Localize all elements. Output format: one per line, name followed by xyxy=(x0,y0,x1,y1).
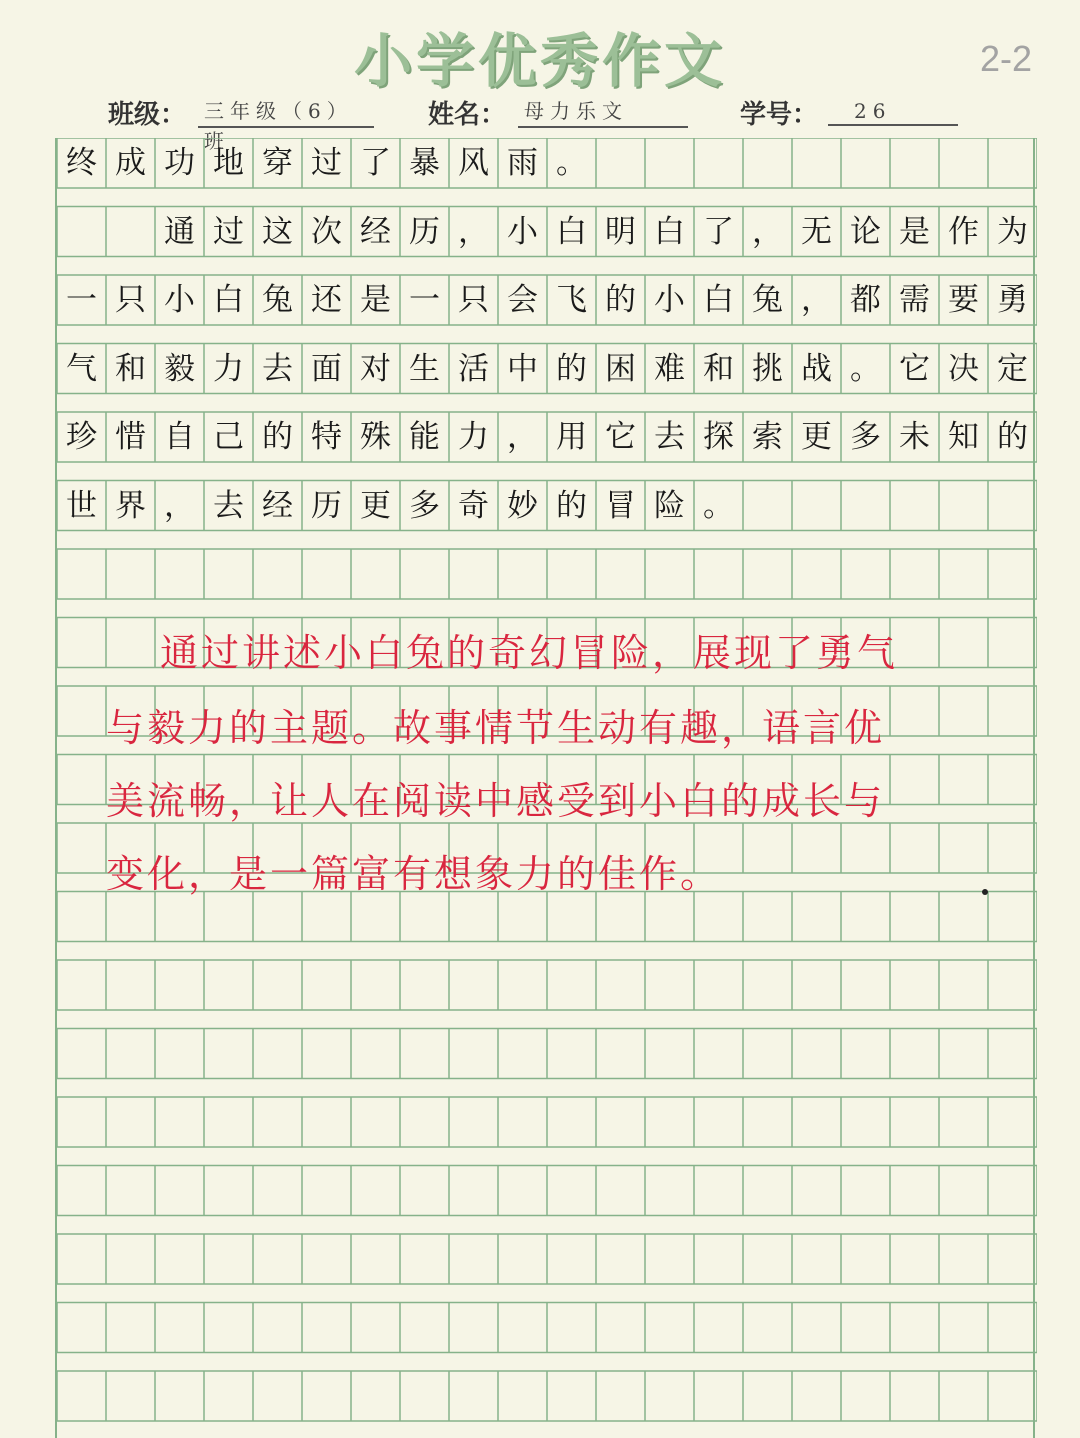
essay-line xyxy=(57,344,1037,394)
essay-char: 生 xyxy=(409,350,440,387)
id-value: 26 xyxy=(828,96,958,126)
essay-char: 是 xyxy=(899,213,930,250)
essay-char: 更 xyxy=(360,487,391,524)
essay-char: 了 xyxy=(703,213,734,250)
essay-char: ， xyxy=(801,282,832,318)
essay-char: 妙 xyxy=(507,487,538,524)
comment-line: 与毅力的主题。故事情节生动有趣，语言优 xyxy=(106,706,886,750)
comment-line: 通过讲述小白兔的奇幻冒险，展现了勇气 xyxy=(160,631,899,675)
essay-char: 白 xyxy=(213,282,244,318)
essay-char: 白 xyxy=(556,213,587,250)
essay-char: 。 xyxy=(556,145,587,181)
essay-char: 暴 xyxy=(409,145,440,181)
essay-char: 终 xyxy=(66,145,97,181)
essay-char: 力 xyxy=(213,350,244,387)
essay-char: 险 xyxy=(654,487,685,524)
essay-char: 界 xyxy=(115,487,146,524)
essay-char: 珍 xyxy=(66,419,97,455)
essay-char: 只 xyxy=(115,282,146,318)
essay-char: 能 xyxy=(409,419,440,455)
essay-char: 。 xyxy=(850,350,881,387)
essay-char: 穿 xyxy=(262,145,293,181)
essay-char: 的 xyxy=(997,419,1028,455)
essay-char: 功 xyxy=(164,145,195,181)
essay-char: 去 xyxy=(213,487,244,524)
comment-line: 美流畅，让人在阅读中感受到小白的成长与 xyxy=(106,779,886,823)
essay-char: 奇 xyxy=(458,487,489,524)
essay-char: 一 xyxy=(409,282,440,318)
page-number: 2-2 xyxy=(979,38,1032,79)
essay-line xyxy=(57,138,1037,188)
essay-char: 和 xyxy=(703,350,734,387)
essay-char: 雨 xyxy=(507,145,538,181)
essay-char: 历 xyxy=(311,487,342,524)
essay-char: 多 xyxy=(850,419,881,455)
essay-char: 的 xyxy=(605,282,636,318)
essay-char: 为 xyxy=(997,213,1028,250)
essay-char: 己 xyxy=(213,419,244,455)
essay-char: 战 xyxy=(801,350,832,387)
essay-char: 惜 xyxy=(115,419,146,455)
essay-char: 未 xyxy=(899,419,930,455)
essay-char: 和 xyxy=(115,350,146,387)
comment-line: 变化，是一篇富有想象力的佳作。 xyxy=(106,852,722,896)
essay-char: 。 xyxy=(703,487,734,524)
essay-char: 要 xyxy=(948,282,979,318)
essay-line xyxy=(57,481,1037,531)
essay-char: 特 xyxy=(311,419,342,455)
essay-line xyxy=(57,275,1037,325)
essay-char: 活 xyxy=(458,350,489,387)
essay-char: 决 xyxy=(948,350,979,387)
essay-char: 历 xyxy=(409,213,440,250)
essay-char: 经 xyxy=(262,487,293,524)
essay-char: 冒 xyxy=(605,487,636,524)
essay-char: 毅 xyxy=(164,350,195,387)
essay-char: 的 xyxy=(556,487,587,524)
essay-char: 过 xyxy=(213,213,244,250)
essay-char: 白 xyxy=(703,282,734,318)
essay-char: 经 xyxy=(360,213,391,250)
essay-char: 殊 xyxy=(360,419,391,455)
essay-line xyxy=(57,207,1037,257)
essay-char: 探 xyxy=(703,419,734,455)
essay-char: 作 xyxy=(948,213,979,250)
essay-char: 小 xyxy=(164,282,195,318)
essay-char: 它 xyxy=(605,419,636,455)
essay-char: 气 xyxy=(66,350,97,387)
essay-char: 是 xyxy=(360,282,391,318)
essay-char: 中 xyxy=(507,350,538,387)
essay-char: 地 xyxy=(213,145,244,181)
essay-char: 面 xyxy=(311,350,342,387)
essay-char: 会 xyxy=(507,282,538,318)
essay-char: 一 xyxy=(66,282,97,318)
essay-char: 定 xyxy=(997,350,1028,387)
essay-char: 风 xyxy=(458,145,489,181)
essay-char: 难 xyxy=(654,350,685,387)
essay-char: 的 xyxy=(262,419,293,455)
essay-char: ， xyxy=(507,419,538,455)
essay-char: 世 xyxy=(66,487,97,524)
essay-char: 白 xyxy=(654,213,685,250)
essay-char: 去 xyxy=(654,419,685,455)
essay-char: 去 xyxy=(262,350,293,387)
essay-char: 无 xyxy=(801,213,832,250)
essay-char: 只 xyxy=(458,282,489,318)
essay-char: 对 xyxy=(360,350,391,387)
essay-line xyxy=(57,412,1037,462)
ink-dot xyxy=(982,889,988,895)
essay-char: 飞 xyxy=(556,282,587,318)
essay-char: 小 xyxy=(654,282,685,318)
essay-char: 更 xyxy=(801,419,832,455)
essay-char: 的 xyxy=(556,350,587,387)
essay-char: 困 xyxy=(605,350,636,387)
page-title: 小学优秀作文 xyxy=(353,27,726,95)
id-label: 学号： xyxy=(740,100,819,130)
essay-char: ， xyxy=(752,213,783,250)
class-value: 三年级（6）班 xyxy=(198,96,374,128)
essay-char: 论 xyxy=(850,213,881,250)
essay-char: 这 xyxy=(262,213,293,250)
class-label: 班级： xyxy=(108,100,187,130)
essay-char: 过 xyxy=(311,145,342,181)
essay-char: 自 xyxy=(164,419,195,455)
name-value: 母力乐文 xyxy=(518,96,688,128)
essay-char: 力 xyxy=(458,419,489,455)
essay-char: 用 xyxy=(556,419,587,455)
essay-char: 需 xyxy=(899,282,930,318)
essay-char: 成 xyxy=(115,145,146,181)
essay-char: 兔 xyxy=(752,282,783,318)
student-info xyxy=(0,90,1080,153)
essay-char: 勇 xyxy=(997,282,1028,318)
essay-char: 索 xyxy=(752,419,783,455)
essay-char: 了 xyxy=(360,145,391,181)
essay-char: 挑 xyxy=(752,350,783,387)
essay-char: 明 xyxy=(605,213,636,250)
essay-char: ， xyxy=(458,213,489,250)
essay-char: 小 xyxy=(507,213,538,250)
essay-char: 都 xyxy=(850,282,881,318)
essay-char: 兔 xyxy=(262,282,293,318)
essay-char: ， xyxy=(164,487,195,524)
essay-char: 它 xyxy=(899,350,930,387)
essay-char: 还 xyxy=(311,282,342,318)
essay-char: 多 xyxy=(409,487,440,524)
essay-char: 知 xyxy=(948,419,979,455)
essay-char: 通 xyxy=(164,213,195,250)
essay-char: 次 xyxy=(311,213,342,250)
name-label: 姓名： xyxy=(428,100,507,130)
